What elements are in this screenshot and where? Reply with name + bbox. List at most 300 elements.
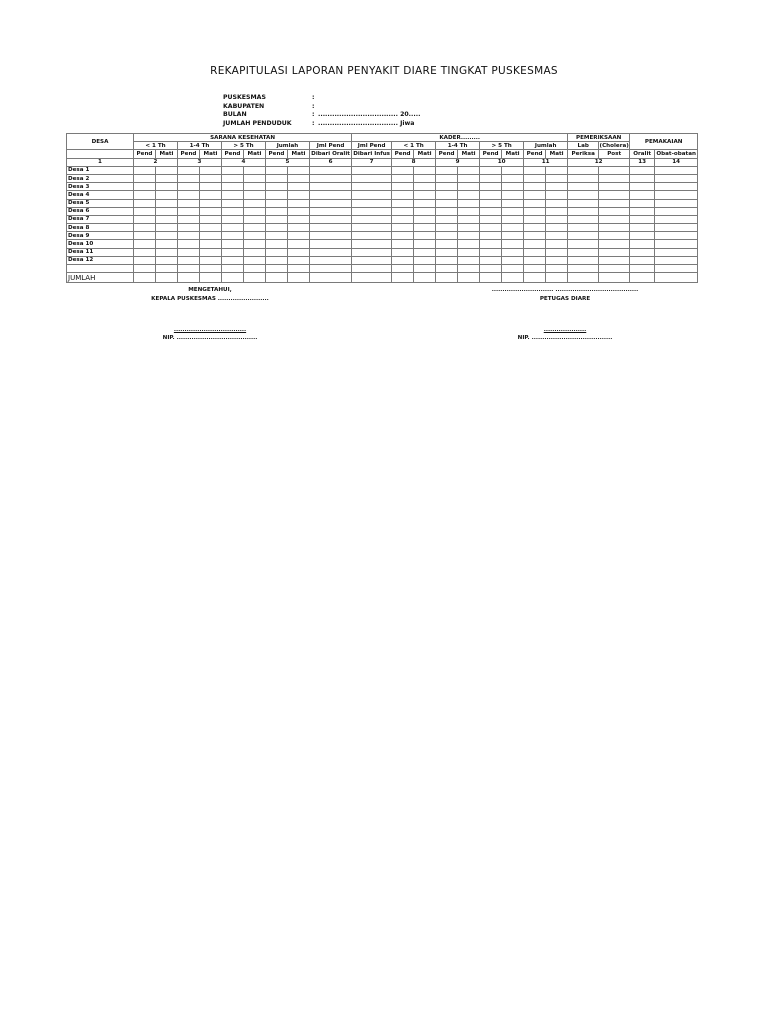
table-cell xyxy=(244,199,266,207)
table-cell xyxy=(156,166,178,174)
table-cell xyxy=(178,256,200,264)
table-cell xyxy=(414,215,436,223)
table-cell xyxy=(599,215,630,223)
table-cell xyxy=(352,183,392,191)
table-cell xyxy=(178,224,200,232)
table-cell xyxy=(546,174,568,182)
table-cell xyxy=(502,224,524,232)
table-cell xyxy=(458,199,480,207)
table-cell xyxy=(156,265,178,273)
table-cell xyxy=(352,215,392,223)
table-cell xyxy=(310,224,352,232)
table-cell xyxy=(156,174,178,182)
table-cell xyxy=(568,166,599,174)
header-row-1 xyxy=(67,134,698,142)
table-cell xyxy=(266,183,288,191)
table-cell xyxy=(546,273,568,283)
table-cell xyxy=(458,232,480,240)
table-cell xyxy=(458,215,480,223)
table-cell xyxy=(266,232,288,240)
table-cell xyxy=(502,183,524,191)
table-cell xyxy=(502,232,524,240)
table-cell xyxy=(200,240,222,248)
table-cell xyxy=(134,273,156,283)
table-cell xyxy=(414,183,436,191)
table-cell xyxy=(655,207,698,215)
table-cell xyxy=(480,199,502,207)
table-cell xyxy=(436,273,458,283)
table-cell xyxy=(414,273,436,283)
table-cell xyxy=(524,240,546,248)
table-cell xyxy=(266,174,288,182)
table-cell xyxy=(392,240,414,248)
petugas-diare-label: PETUGAS DIARE xyxy=(539,296,591,302)
kepala-nip: NIP. ...................................... xyxy=(162,335,258,341)
table-cell xyxy=(436,232,458,240)
table-cell xyxy=(568,183,599,191)
table-row xyxy=(67,232,698,240)
table-cell xyxy=(599,248,630,256)
table-cell xyxy=(458,240,480,248)
table-cell xyxy=(392,248,414,256)
table-cell xyxy=(200,224,222,232)
table-cell xyxy=(352,256,392,264)
table-cell xyxy=(568,248,599,256)
table-cell xyxy=(436,215,458,223)
desa-name: Desa 9 xyxy=(67,232,134,240)
table-cell xyxy=(599,207,630,215)
table-cell xyxy=(630,207,655,215)
desa-name: Desa 4 xyxy=(67,191,134,199)
table-cell xyxy=(502,265,524,273)
col-number: 4 xyxy=(222,158,266,166)
table-cell xyxy=(310,207,352,215)
rekap-table xyxy=(66,133,698,283)
table-cell xyxy=(178,191,200,199)
table-cell xyxy=(134,265,156,273)
table-cell xyxy=(480,166,502,174)
table-row xyxy=(67,265,698,273)
table-cell xyxy=(288,265,310,273)
table-cell xyxy=(134,224,156,232)
table-cell xyxy=(156,215,178,223)
pend-header: Pend xyxy=(436,150,458,158)
table-cell xyxy=(458,191,480,199)
table-cell xyxy=(599,174,630,182)
table-cell xyxy=(568,273,599,283)
table-cell xyxy=(310,199,352,207)
col-number: 8 xyxy=(392,158,436,166)
table-cell xyxy=(156,224,178,232)
desa-header: DESA xyxy=(67,134,134,150)
table-cell xyxy=(655,248,698,256)
table-row xyxy=(67,215,698,223)
table-cell xyxy=(392,166,414,174)
mengetahui-label: MENGETAHUI, xyxy=(188,287,232,293)
dibari-infus-header: Dibari Infus xyxy=(353,150,391,157)
meta-value: .................................. 20..... xyxy=(318,111,421,119)
table-cell xyxy=(310,265,352,273)
table-cell xyxy=(222,232,244,240)
col-number: 11 xyxy=(524,158,568,166)
sarana-kesehatan-header: SARANA KESEHATAN xyxy=(134,134,352,142)
table-cell xyxy=(480,191,502,199)
table-cell xyxy=(134,232,156,240)
table-cell xyxy=(458,256,480,264)
table-cell xyxy=(502,240,524,248)
table-cell xyxy=(546,199,568,207)
table-cell xyxy=(288,224,310,232)
table-cell xyxy=(546,166,568,174)
table-cell xyxy=(524,191,546,199)
table-cell xyxy=(310,273,352,283)
table-cell xyxy=(392,232,414,240)
table-cell xyxy=(436,265,458,273)
table-cell xyxy=(436,174,458,182)
table-cell xyxy=(266,273,288,283)
desa-name: Desa 7 xyxy=(67,215,134,223)
table-cell xyxy=(458,166,480,174)
kader-group-gt5: > 5 Th xyxy=(480,142,524,150)
col-number: 9 xyxy=(436,158,480,166)
table-cell xyxy=(458,248,480,256)
table-cell xyxy=(392,183,414,191)
table-cell xyxy=(244,265,266,273)
place-date-line: ............................. ....................................... xyxy=(491,287,639,293)
table-cell xyxy=(524,207,546,215)
table-cell xyxy=(458,273,480,283)
table-cell xyxy=(156,240,178,248)
table-cell xyxy=(655,166,698,174)
table-cell xyxy=(134,256,156,264)
table-cell xyxy=(599,265,630,273)
table-cell xyxy=(599,256,630,264)
col-number: 5 xyxy=(266,158,310,166)
table-cell xyxy=(244,183,266,191)
table-cell xyxy=(599,199,630,207)
table-cell xyxy=(222,207,244,215)
col-number: 3 xyxy=(178,158,222,166)
table-cell xyxy=(178,166,200,174)
table-cell xyxy=(392,265,414,273)
mati-header: Mati xyxy=(502,150,524,158)
total-label: JUMLAH xyxy=(67,273,134,283)
table-cell xyxy=(546,256,568,264)
table-cell xyxy=(655,215,698,223)
desa-name xyxy=(67,265,134,273)
total-row xyxy=(67,273,698,283)
table-cell xyxy=(414,256,436,264)
table-cell xyxy=(480,248,502,256)
table-cell xyxy=(244,240,266,248)
desa-name: Desa 3 xyxy=(67,183,134,191)
table-row xyxy=(67,224,698,232)
table-cell xyxy=(392,207,414,215)
table-cell xyxy=(288,174,310,182)
table-cell xyxy=(178,232,200,240)
table-cell xyxy=(134,207,156,215)
table-cell xyxy=(156,256,178,264)
table-cell xyxy=(222,191,244,199)
kepala-puskesmas-label: KEPALA PUSKESMAS ........................ xyxy=(151,296,269,302)
table-cell xyxy=(352,207,392,215)
table-cell xyxy=(310,215,352,223)
table-cell xyxy=(630,166,655,174)
cholera-header: (Cholera) xyxy=(599,142,629,149)
obat-header: Obat-obatan xyxy=(656,150,696,157)
table-cell xyxy=(480,174,502,182)
table-cell xyxy=(244,256,266,264)
table-cell xyxy=(222,240,244,248)
table-cell xyxy=(546,191,568,199)
table-cell xyxy=(568,174,599,182)
table-cell xyxy=(244,248,266,256)
table-cell xyxy=(436,256,458,264)
table-cell xyxy=(436,207,458,215)
table-cell xyxy=(392,224,414,232)
table-cell xyxy=(310,240,352,248)
meta-label: JUMLAH PENDUDUK xyxy=(223,119,292,127)
sarana-group-lt1: < 1 Th xyxy=(134,142,178,150)
table-cell xyxy=(244,166,266,174)
mati-header: Mati xyxy=(288,150,310,158)
kader-group-lt1: < 1 Th xyxy=(392,142,436,150)
column-number-row xyxy=(67,158,698,166)
table-cell xyxy=(502,166,524,174)
jml-pend-header: Jml Pend xyxy=(310,142,352,150)
table-cell xyxy=(266,166,288,174)
table-cell xyxy=(655,224,698,232)
table-cell xyxy=(392,199,414,207)
table-cell xyxy=(244,174,266,182)
table-cell xyxy=(568,215,599,223)
table-cell xyxy=(288,183,310,191)
col-number: 10 xyxy=(480,158,524,166)
table-row xyxy=(67,191,698,199)
desa-name: Desa 6 xyxy=(67,207,134,215)
table-cell xyxy=(352,240,392,248)
table-cell xyxy=(630,215,655,223)
table-cell xyxy=(630,199,655,207)
table-cell xyxy=(288,215,310,223)
table-cell xyxy=(655,174,698,182)
desa-name: Desa 5 xyxy=(67,199,134,207)
desa-name: Desa 10 xyxy=(67,240,134,248)
table-cell xyxy=(480,183,502,191)
pemeriksaan-header: PEMERIKSAAN xyxy=(568,134,630,142)
col-number: 13 xyxy=(630,158,655,166)
table-cell xyxy=(392,191,414,199)
table-cell xyxy=(458,174,480,182)
table-cell xyxy=(266,207,288,215)
table-cell xyxy=(480,273,502,283)
table-cell xyxy=(266,215,288,223)
table-cell xyxy=(200,183,222,191)
table-cell xyxy=(546,232,568,240)
table-cell xyxy=(266,191,288,199)
table-cell xyxy=(414,199,436,207)
table-cell xyxy=(134,183,156,191)
petugas-name-line: .................... xyxy=(543,327,587,333)
meta-colon: : xyxy=(312,119,315,127)
table-cell xyxy=(200,215,222,223)
table-cell xyxy=(414,265,436,273)
table-cell xyxy=(502,256,524,264)
table-cell xyxy=(288,273,310,283)
desa-subheader-empty xyxy=(67,150,134,158)
table-cell xyxy=(630,265,655,273)
table-cell xyxy=(655,199,698,207)
table-cell xyxy=(352,265,392,273)
table-cell xyxy=(310,248,352,256)
table-cell xyxy=(266,256,288,264)
mati-header: Mati xyxy=(156,150,178,158)
table-cell xyxy=(568,265,599,273)
mati-header: Mati xyxy=(414,150,436,158)
table-cell xyxy=(200,248,222,256)
pend-header: Pend xyxy=(480,150,502,158)
table-row xyxy=(67,174,698,182)
table-cell xyxy=(352,191,392,199)
table-cell xyxy=(134,191,156,199)
periksa-header: Periksa xyxy=(568,150,599,158)
meta-colon: : xyxy=(312,111,315,119)
table-cell xyxy=(524,215,546,223)
table-cell xyxy=(414,224,436,232)
desa-name: Desa 11 xyxy=(67,248,134,256)
table-cell xyxy=(200,199,222,207)
table-cell xyxy=(436,183,458,191)
table-cell xyxy=(288,240,310,248)
table-cell xyxy=(392,174,414,182)
table-cell xyxy=(458,224,480,232)
table-cell xyxy=(222,199,244,207)
table-cell xyxy=(200,207,222,215)
table-cell xyxy=(414,174,436,182)
desa-rows xyxy=(67,166,698,272)
col-number: 7 xyxy=(352,158,392,166)
table-cell xyxy=(200,191,222,199)
table-cell xyxy=(134,199,156,207)
table-cell xyxy=(524,256,546,264)
table-cell xyxy=(352,273,392,283)
table-cell xyxy=(222,174,244,182)
col-number: 1 xyxy=(67,158,134,166)
table-cell xyxy=(502,174,524,182)
table-cell xyxy=(524,199,546,207)
table-cell xyxy=(436,224,458,232)
table-cell xyxy=(524,273,546,283)
pend-header: Pend xyxy=(524,150,546,158)
table-cell xyxy=(134,174,156,182)
table-cell xyxy=(480,215,502,223)
table-cell xyxy=(156,232,178,240)
kader-group-1-4: 1-4 Th xyxy=(436,142,480,150)
table-cell xyxy=(414,240,436,248)
table-cell xyxy=(222,273,244,283)
table-cell xyxy=(266,199,288,207)
table-cell xyxy=(655,265,698,273)
table-cell xyxy=(244,273,266,283)
dibari-oralit-header: Dibari Oralit xyxy=(311,150,350,157)
table-cell xyxy=(655,256,698,264)
table-cell xyxy=(524,232,546,240)
table-cell xyxy=(599,166,630,174)
table-cell xyxy=(222,215,244,223)
table-cell xyxy=(655,273,698,283)
table-cell xyxy=(156,199,178,207)
table-cell xyxy=(524,265,546,273)
table-cell xyxy=(200,265,222,273)
table-cell xyxy=(178,183,200,191)
table-cell xyxy=(222,256,244,264)
table-cell xyxy=(200,273,222,283)
table-cell xyxy=(436,166,458,174)
table-cell xyxy=(352,174,392,182)
table-cell xyxy=(546,265,568,273)
table-cell xyxy=(244,224,266,232)
kepala-name-line: .................................. xyxy=(173,327,247,333)
table-row xyxy=(67,240,698,248)
sarana-group-1-4: 1-4 Th xyxy=(178,142,222,150)
table-cell xyxy=(200,256,222,264)
table-cell xyxy=(524,248,546,256)
table-cell xyxy=(630,224,655,232)
table-cell xyxy=(599,232,630,240)
table-cell xyxy=(352,199,392,207)
table-cell xyxy=(156,191,178,199)
table-cell xyxy=(458,265,480,273)
mati-header: Mati xyxy=(458,150,480,158)
meta-label: BULAN xyxy=(223,111,247,119)
table-cell xyxy=(524,183,546,191)
table-cell xyxy=(546,224,568,232)
table-cell xyxy=(655,191,698,199)
table-cell xyxy=(599,224,630,232)
table-cell xyxy=(178,265,200,273)
table-cell xyxy=(244,215,266,223)
table-cell xyxy=(244,232,266,240)
col-number: 2 xyxy=(134,158,178,166)
table-row xyxy=(67,166,698,174)
table-cell xyxy=(414,166,436,174)
meta-colon: : xyxy=(312,94,315,101)
table-cell xyxy=(414,248,436,256)
table-cell xyxy=(178,207,200,215)
table-cell xyxy=(546,240,568,248)
table-cell xyxy=(480,265,502,273)
table-cell xyxy=(599,191,630,199)
pemakaian-header: PEMAKAIAN xyxy=(630,134,698,150)
table-cell xyxy=(156,207,178,215)
table-cell xyxy=(480,240,502,248)
table-cell xyxy=(178,174,200,182)
table-cell xyxy=(310,256,352,264)
table-cell xyxy=(630,248,655,256)
desa-name: Desa 1 xyxy=(67,166,134,174)
desa-name: Desa 8 xyxy=(67,224,134,232)
table-cell xyxy=(524,224,546,232)
table-cell xyxy=(310,232,352,240)
table-cell xyxy=(310,191,352,199)
table-cell xyxy=(502,199,524,207)
header-row-2 xyxy=(67,142,698,150)
desa-name: Desa 2 xyxy=(67,174,134,182)
pend-header: Pend xyxy=(266,150,288,158)
table-cell xyxy=(436,199,458,207)
header-row-3 xyxy=(67,150,698,158)
table-cell xyxy=(414,207,436,215)
